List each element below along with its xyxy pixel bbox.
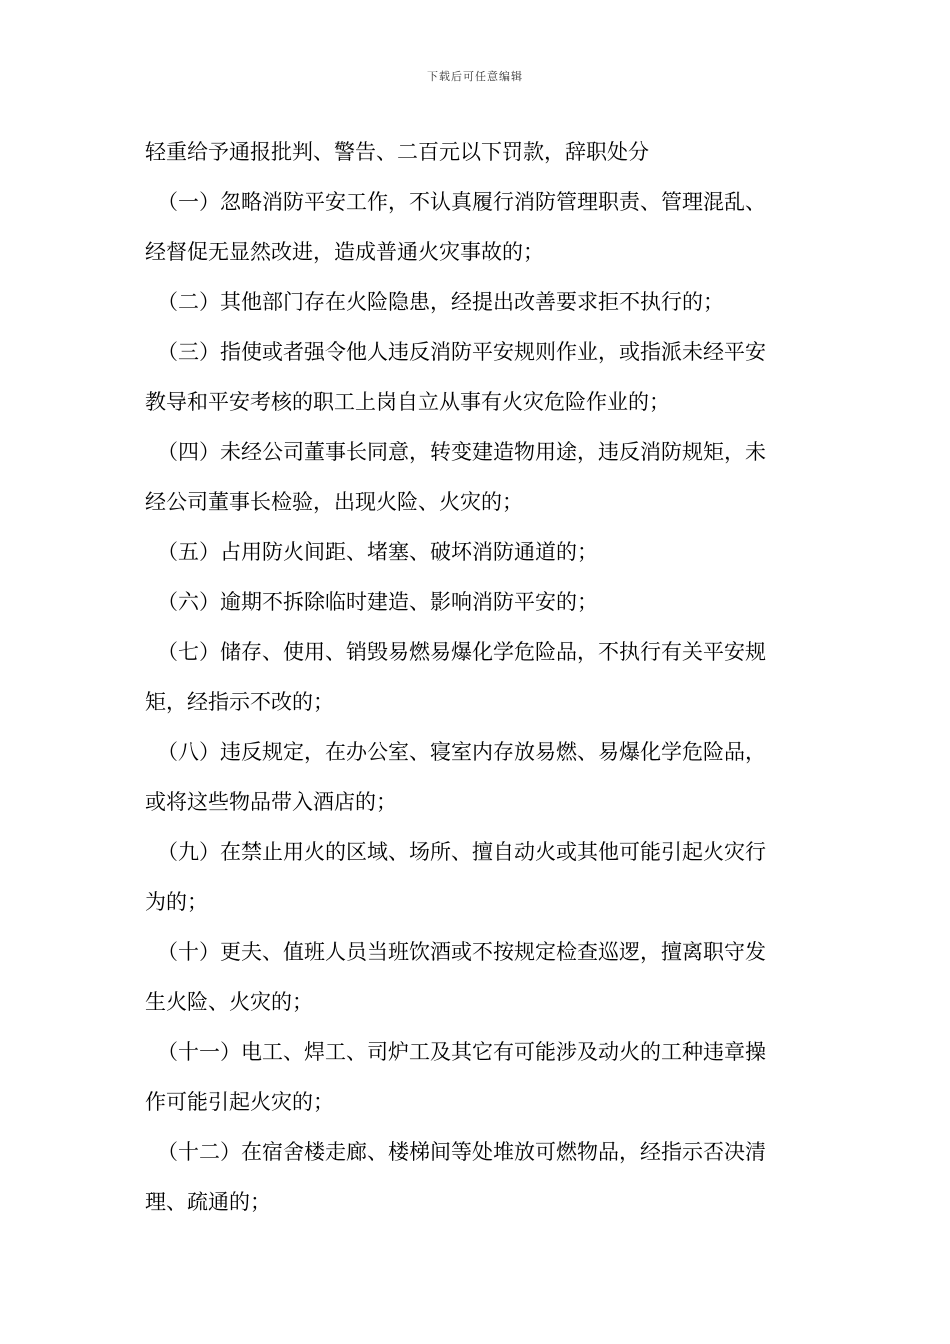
text-line-7: 经公司董事长检验，出现火险、火灾的；	[145, 490, 523, 514]
text-line-10: （七）储存、使用、销毁易燃易爆化学危险品，不执行有关平安规	[157, 640, 766, 664]
text-line-20: （十二）在宿舍楼走廊、楼梯间等处堆放可燃物品，经指示否决清	[157, 1140, 766, 1164]
text-line-1: （一）忽略消防平安工作，不认真履行消防管理职责、管理混乱、	[157, 190, 766, 214]
text-line-17: 生火险、火灾的；	[145, 990, 313, 1014]
text-line-0: 轻重给予通报批判、警告、二百元以下罚款，辞职处分	[145, 140, 649, 164]
text-line-18: （十一）电工、焊工、司炉工及其它有可能涉及动火的工种违章操	[157, 1040, 766, 1064]
text-line-12: （八）违反规定，在办公室、寝室内存放易燃、易爆化学危险品，	[157, 740, 766, 764]
text-line-5: 教导和平安考核的职工上岗自立从事有火灾危险作业的；	[145, 390, 670, 414]
document-body	[145, 127, 805, 1227]
text-line-15: 为的；	[145, 890, 208, 914]
text-line-9: （六）逾期不拆除临时建造、影响消防平安的；	[157, 590, 598, 614]
text-line-11: 矩，经指示不改的；	[145, 690, 334, 714]
text-line-2: 经督促无显然改进，造成普通火灾事故的；	[145, 240, 544, 264]
text-line-3: （二）其他部门存在火险隐患，经提出改善要求拒不执行的；	[157, 290, 724, 314]
text-line-4: （三）指使或者强令他人违反消防平安规则作业，或指派未经平安	[157, 340, 766, 364]
text-line-14: （九）在禁止用火的区域、场所、擅自动火或其他可能引起火灾行	[157, 840, 766, 864]
text-line-8: （五）占用防火间距、堵塞、破坏消防通道的；	[157, 540, 598, 564]
text-line-6: （四）未经公司董事长同意，转变建造物用途，违反消防规矩，未	[157, 440, 766, 464]
text-line-21: 理、疏通的；	[145, 1190, 271, 1214]
header-note: 下载后可任意编辑	[427, 70, 523, 83]
text-line-19: 作可能引起火灾的；	[145, 1090, 334, 1114]
text-line-13: 或将这些物品带入酒店的；	[145, 790, 397, 814]
text-line-16: （十）更夫、值班人员当班饮酒或不按规定检查巡逻，擅离职守发	[157, 940, 766, 964]
